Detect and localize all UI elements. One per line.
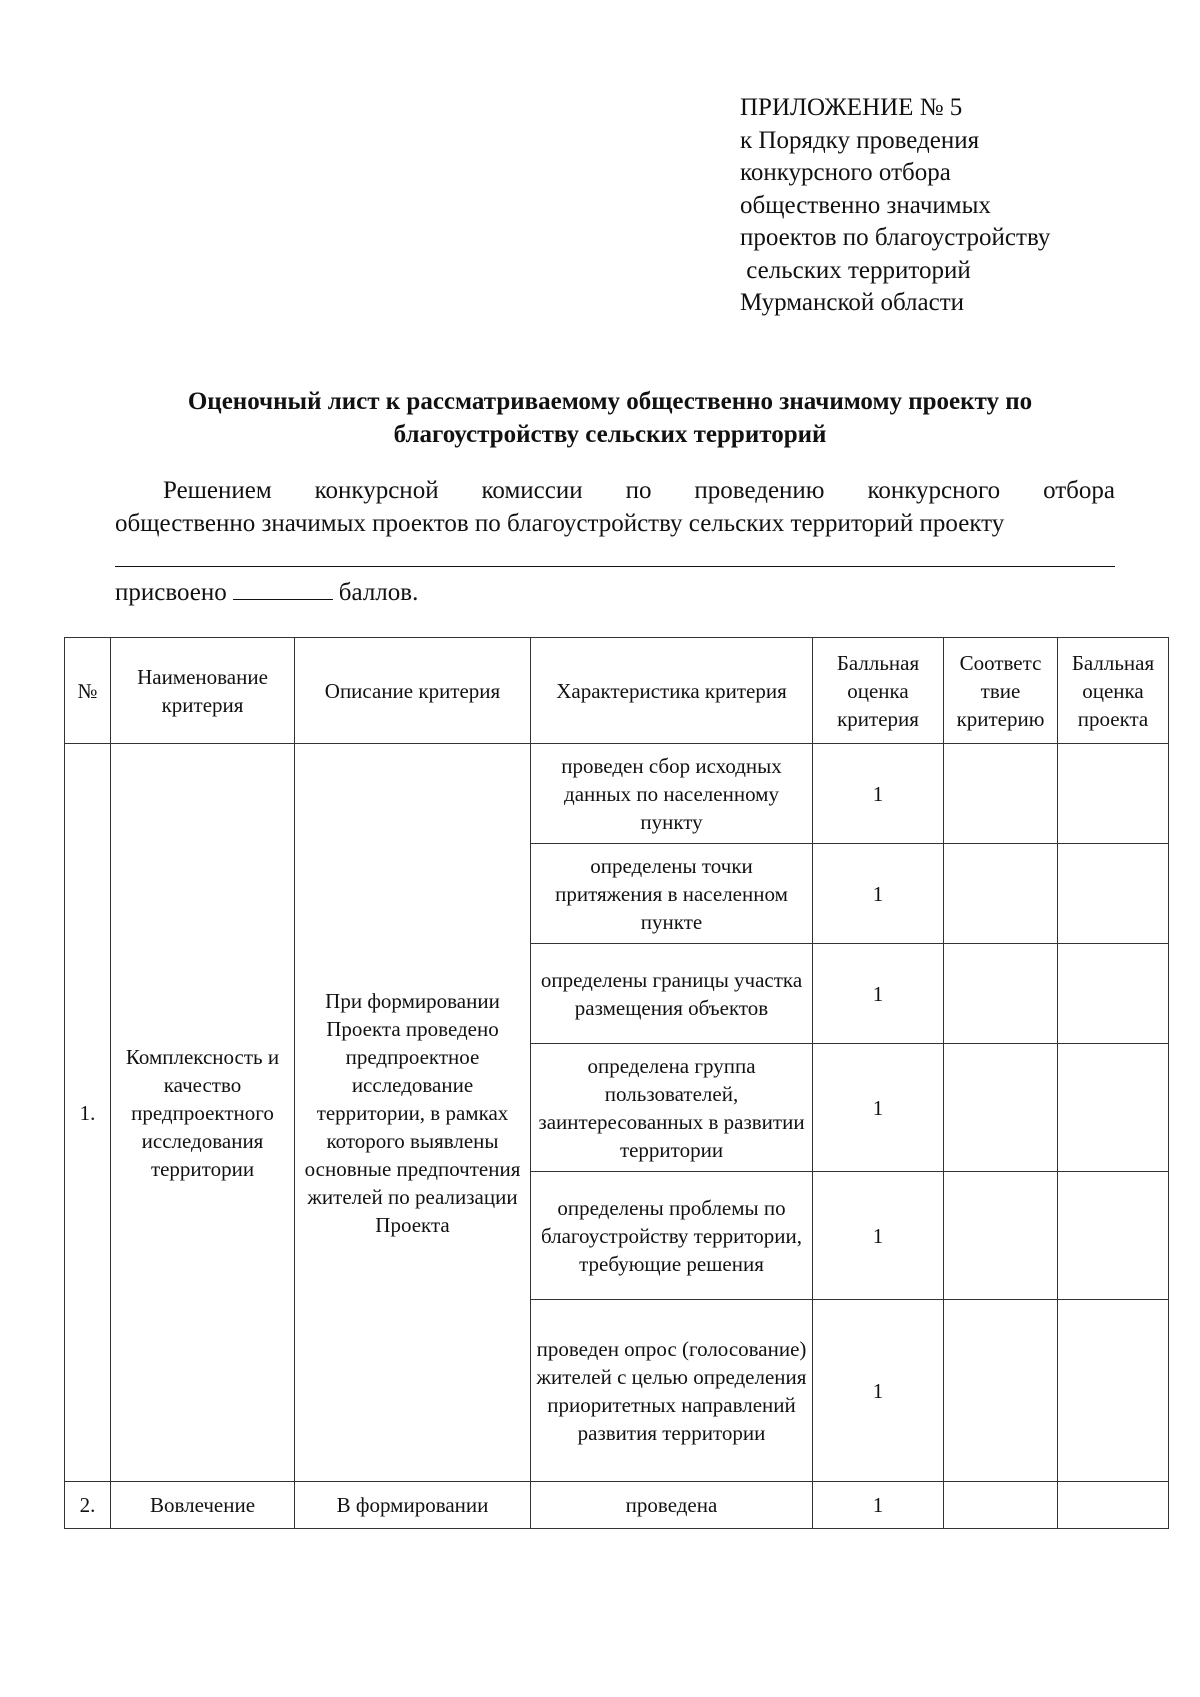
appendix-header [740,92,1050,320]
header-match: Соответс твие критерию [944,638,1058,744]
match-cell [944,1300,1058,1482]
project-score-cell [1058,1172,1169,1300]
appendix-line: Мурманской области [740,289,965,316]
characteristic-cell: проведен сбор исходных данных по населенному пункту [531,744,813,844]
match-cell [944,1482,1058,1529]
header-desc: Описание критерия [295,638,531,744]
score-cell: 1 [813,1044,944,1172]
match-cell [944,844,1058,944]
match-cell [944,744,1058,844]
characteristic-cell: проведена [531,1482,813,1529]
project-score-cell [1058,844,1169,944]
appendix-line: конкурсного отбора [740,159,951,186]
decision-line-2: общественно значимых проектов по благоустройству сельских территорий проекту [115,510,1005,537]
header-char: Характеристика критерия [531,638,813,744]
criterion-num: 1. [65,744,111,1482]
document-title [110,385,1110,451]
score-cell: 1 [813,1482,944,1529]
decision-paragraph [115,474,1115,540]
table-header-row [65,638,1169,744]
project-score-cell [1058,1044,1169,1172]
match-cell [944,1044,1058,1172]
evaluation-table [64,637,1169,1529]
project-name-blank-line [115,566,1115,567]
header-score: Балльная оценка критерия [813,638,944,744]
appendix-line: сельских территорий [740,256,971,284]
criterion-num: 2. [65,1482,111,1529]
project-score-cell [1058,744,1169,844]
appendix-line: общественно значимых [740,191,991,219]
appendix-line: к Порядку проведения [740,126,980,154]
criterion-name: Вовлечение [111,1482,295,1529]
assigned-prefix: присвоено [115,579,227,606]
characteristic-cell: определены границы участка размещения объектов [531,944,813,1044]
score-cell: 1 [813,944,944,1044]
score-cell: 1 [813,1172,944,1300]
score-cell: 1 [813,744,944,844]
table-row [65,744,1169,844]
characteristic-cell: проведен опрос (голосование) жителей с целью определения приоритетных направлений развития территории [531,1300,813,1482]
characteristic-cell: определены точки притяжения в населенном пункте [531,844,813,944]
title-line-2: благоустройству сельских территорий [393,421,827,448]
score-cell: 1 [813,844,944,944]
decision-line-1: Решением конкурсной комиссии по проведению конкурсного отбора [163,477,1115,504]
assigned-suffix: баллов. [338,579,419,606]
score-blank [233,579,333,600]
project-score-cell [1058,944,1169,1044]
table-row [65,1482,1169,1529]
appendix-line: проектов по благоустройству [740,224,1051,251]
assigned-score-line [115,576,418,609]
characteristic-cell: определены проблемы по благоустройству территории, требующие решения [531,1172,813,1300]
title-line-1: Оценочный лист к рассматриваемому общественно значимому проекту по [187,388,1033,415]
project-score-cell [1058,1300,1169,1482]
match-cell [944,944,1058,1044]
characteristic-cell: определена группа пользователей, заинтересованных в развитии территории [531,1044,813,1172]
appendix-line: ПРИЛОЖЕНИЕ № 5 [740,94,963,121]
criterion-name: Комплексность и качество предпроектного исследования территории [111,744,295,1482]
header-project: Балльная оценка проекта [1058,638,1169,744]
header-name: Наименование критерия [111,638,295,744]
criterion-desc: При формировании Проекта проведено предпроектное исследование территории, в рамках которого выявлены основные предпочтения жителей по реализации Проекта [295,744,531,1482]
match-cell [944,1172,1058,1300]
criterion-desc: В формировании [295,1482,531,1529]
header-num: № [65,638,111,744]
score-cell: 1 [813,1300,944,1482]
project-score-cell [1058,1482,1169,1529]
